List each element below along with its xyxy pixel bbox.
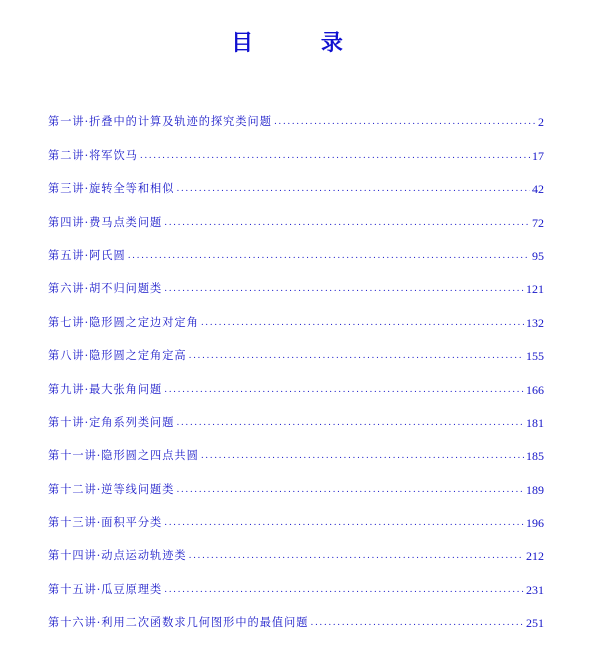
table-of-contents [48, 96, 544, 630]
toc-entry [48, 129, 544, 162]
toc-entry [48, 163, 544, 196]
toc-leader-dots [140, 149, 530, 163]
toc-entry-label: 第八讲·隐形圆之定角定高 [48, 349, 187, 363]
toc-leader-dots [164, 282, 524, 296]
toc-entry-label: 第一讲·折叠中的计算及轨迹的探究类问题 [48, 115, 272, 129]
toc-entry-page: 251 [526, 616, 544, 631]
toc-entry-label: 第七讲·隐形圆之定边对定角 [48, 315, 199, 329]
toc-entry-page: 121 [526, 282, 544, 297]
toc-entry [48, 530, 544, 563]
toc-entry [48, 463, 544, 496]
toc-entry-label: 第九讲·最大张角问题 [48, 382, 163, 396]
toc-entry-label: 第五讲·阿氏圆 [48, 248, 126, 262]
toc-entry [48, 296, 544, 329]
toc-leader-dots [128, 249, 530, 263]
toc-entry-page: 185 [526, 449, 544, 464]
toc-leader-dots [176, 182, 530, 196]
page-title: 目 录 [231, 30, 373, 56]
toc-entry-label: 第六讲·胡不归问题类 [48, 282, 163, 296]
toc-entry-label: 第十一讲·隐形圆之四点共圆 [48, 449, 199, 463]
toc-entry-page: 189 [526, 482, 544, 497]
toc-entry-label: 第十讲·定角系列类问题 [48, 415, 175, 429]
toc-entry-label: 第十三讲·面积平分类 [48, 516, 163, 530]
toc-leader-dots [189, 349, 524, 363]
toc-entry [48, 597, 544, 630]
toc-entry-label: 第十二讲·逆等线问题类 [48, 482, 175, 496]
toc-entry [48, 430, 544, 463]
toc-entry [48, 497, 544, 530]
toc-leader-dots [201, 316, 524, 330]
toc-entry-page: 155 [526, 349, 544, 364]
toc-entry-label: 第二讲·将军饮马 [48, 148, 138, 162]
toc-entry-page: 196 [526, 516, 544, 531]
toc-entry [48, 230, 544, 263]
toc-leader-dots [311, 616, 525, 630]
toc-entry-label: 第三讲·旋转全等和相似 [48, 182, 175, 196]
toc-leader-dots [164, 216, 530, 230]
toc-entry-page: 181 [526, 415, 544, 430]
toc-entry-page: 212 [526, 549, 544, 564]
toc-entry [48, 196, 544, 229]
toc-leader-dots [176, 416, 524, 430]
toc-entry-page: 132 [526, 315, 544, 330]
toc-entry-page: 42 [532, 182, 544, 197]
toc-entry-page: 2 [538, 115, 544, 130]
toc-entry-page: 231 [526, 582, 544, 597]
toc-leader-dots [274, 115, 536, 129]
toc-entry [48, 363, 544, 396]
toc-entry [48, 263, 544, 296]
toc-entry-label: 第十四讲·动点运动轨迹类 [48, 549, 187, 563]
toc-entry-page: 95 [532, 248, 544, 263]
toc-entry [48, 563, 544, 596]
toc-leader-dots [164, 583, 524, 597]
toc-leader-dots [201, 449, 524, 463]
toc-entry [48, 96, 544, 129]
toc-entry-label: 第十五讲·瓜豆原理类 [48, 582, 163, 596]
toc-leader-dots [176, 483, 524, 497]
toc-entry [48, 397, 544, 430]
toc-leader-dots [189, 549, 524, 563]
toc-leader-dots [164, 516, 524, 530]
toc-entry-page: 72 [532, 215, 544, 230]
toc-entry-page: 166 [526, 382, 544, 397]
toc-entry [48, 330, 544, 363]
toc-entry-label: 第四讲·费马点类问题 [48, 215, 163, 229]
toc-entry-page: 17 [532, 148, 544, 163]
toc-entry-label: 第十六讲·利用二次函数求几何图形中的最值问题 [48, 616, 309, 630]
toc-leader-dots [164, 383, 524, 397]
